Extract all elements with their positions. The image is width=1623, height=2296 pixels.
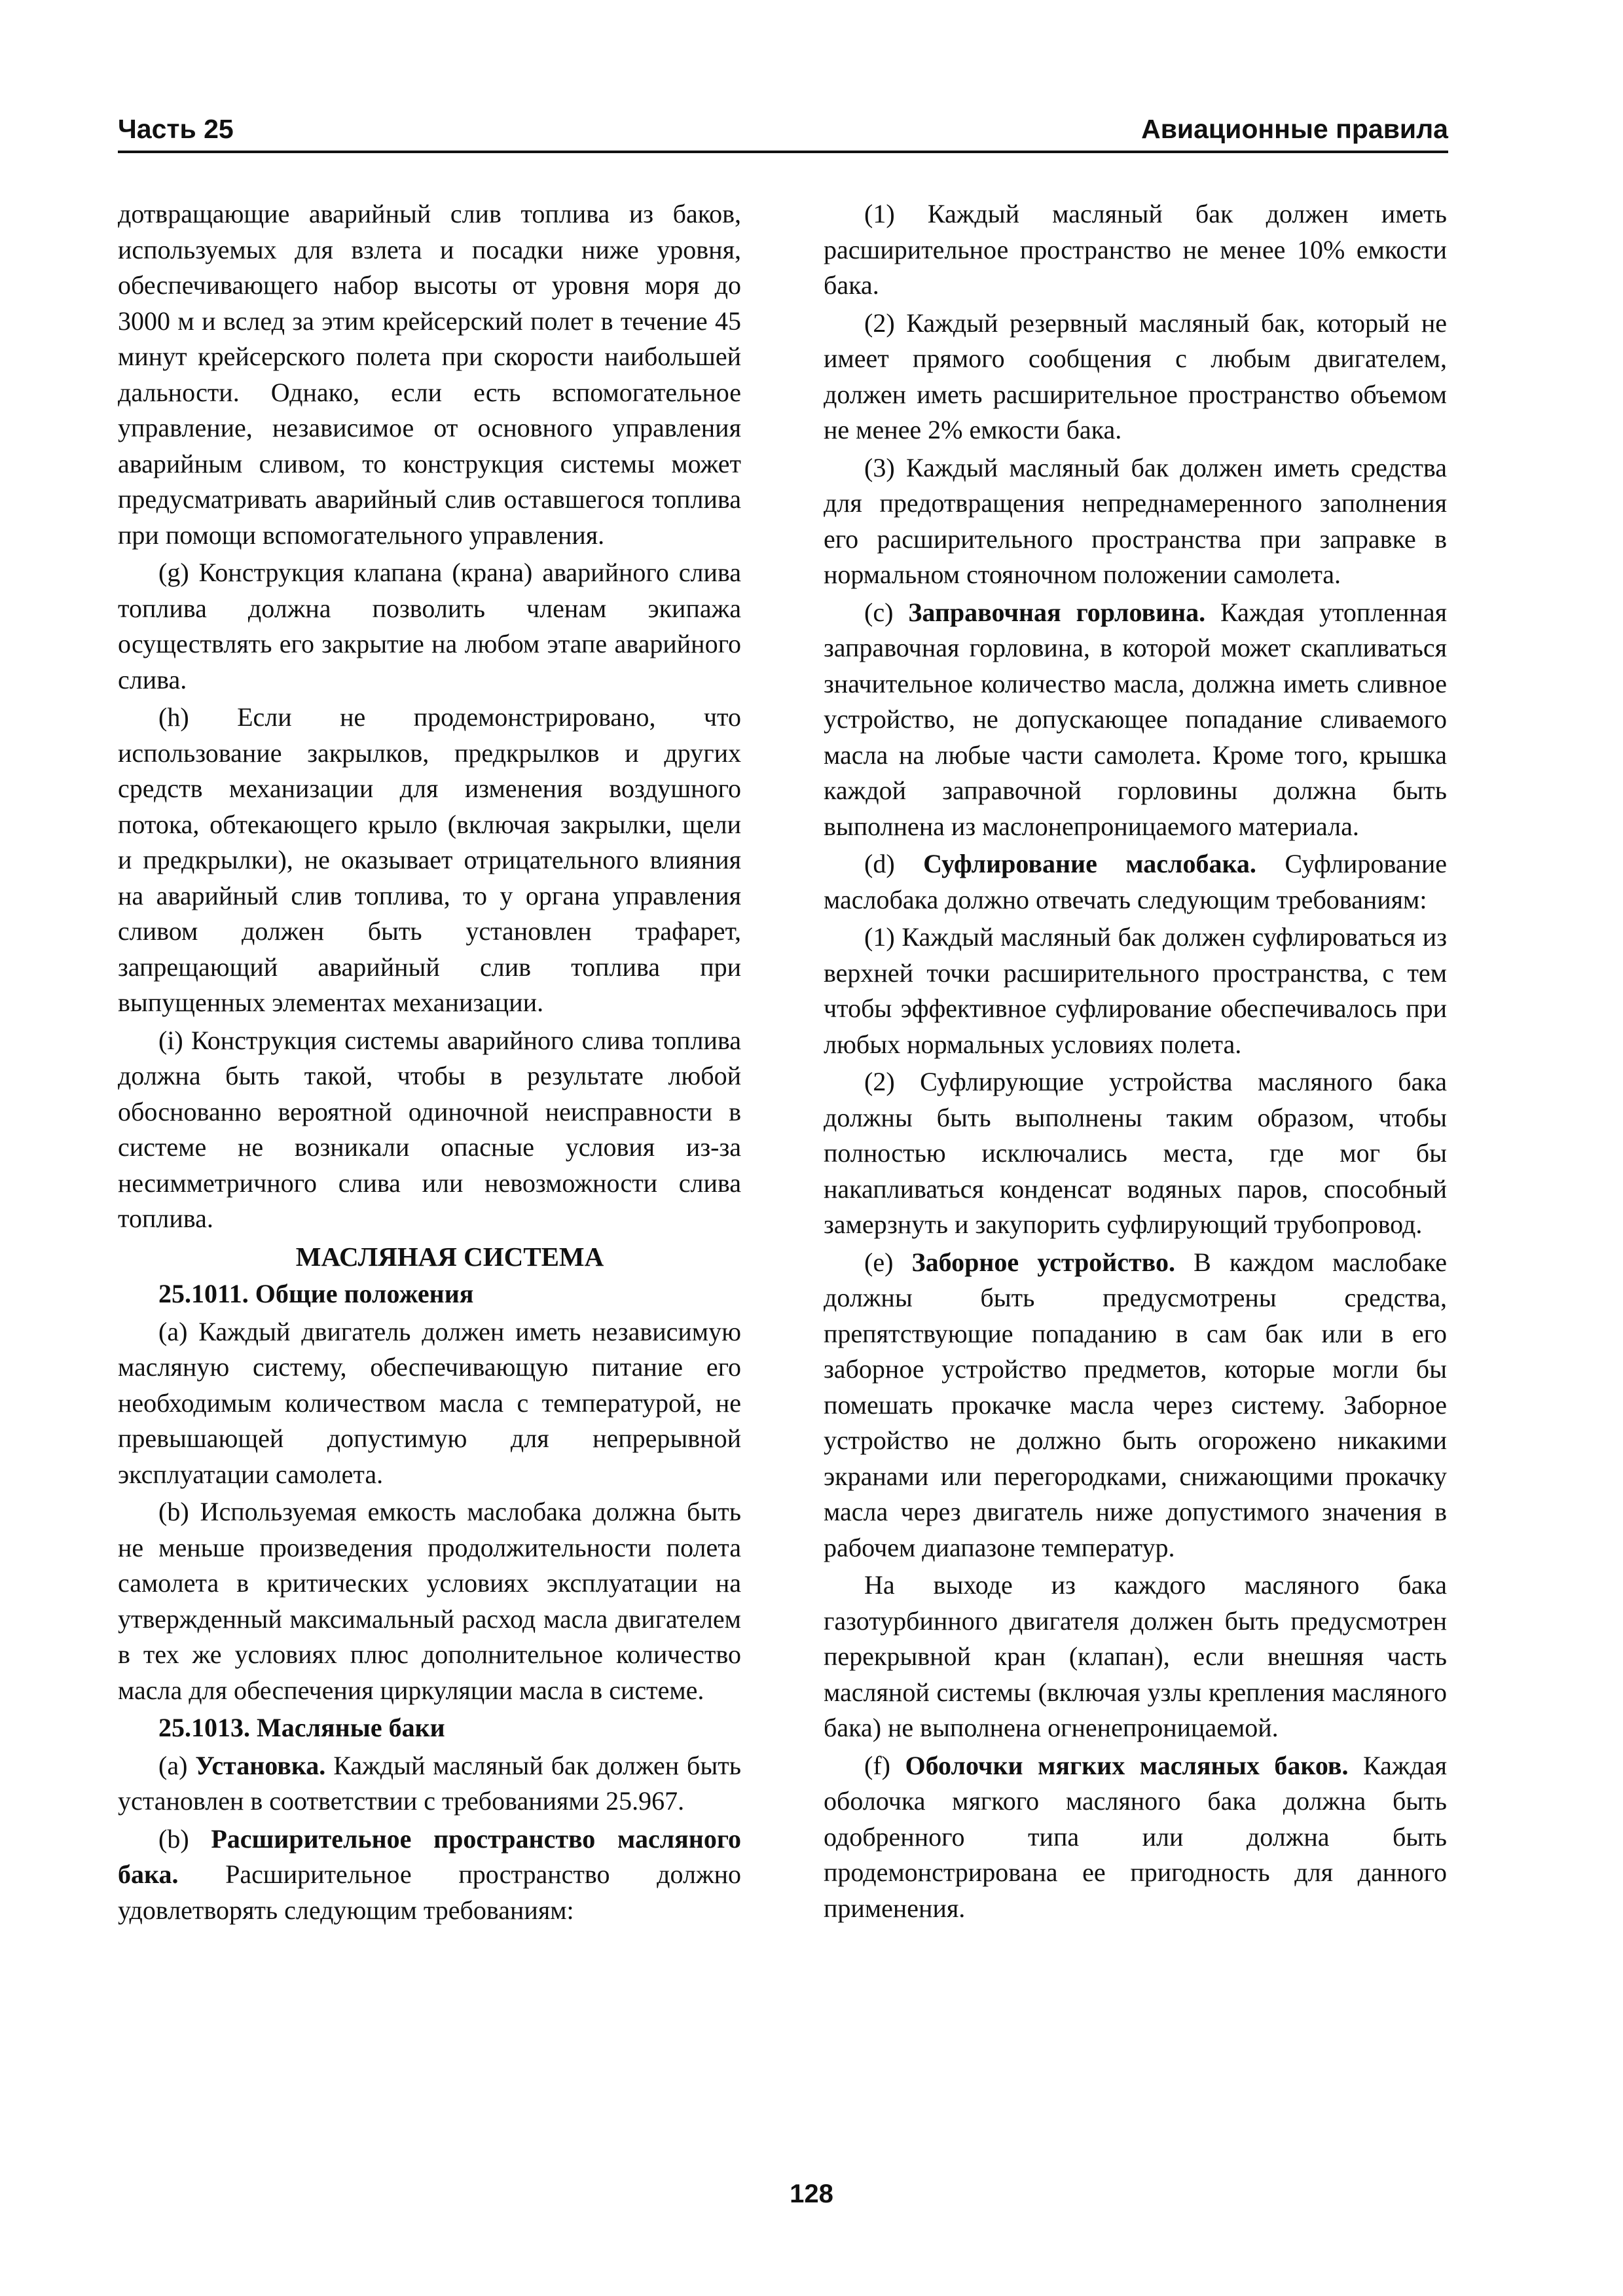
paragraph-d [824,846,1447,918]
paragraph-1011-b: (b) Используемая емкость маслобака должна быть не меньше произведения продолжительности полета самолета в критических условиях эксплуатации на утвержденный максимальный расход масла двигателем в тех же условиях плюс дополнительное количество масла для обеспечения циркуляции масла в системе. [118,1497,741,1705]
item-title: Установка. [195,1750,326,1780]
left-column [118,196,741,1930]
item-title: Оболочки мягких масляных баков. [905,1750,1349,1780]
item-text: Каждая утопленная заправочная горловина, в которой может скапливаться значительное количество масла, должна иметь сливное устройство, не допускающее попадание сливаемого масла на любые части самолета. Кроме того, крышка каждой заправочной горловины должна быть выполнена из маслонепроницаемого материала. [824,597,1447,841]
right-column [824,196,1447,1928]
item-text: Суфлирование маслобака должно отвечать следующим требованиям: [824,849,1448,914]
paragraph-1011-a: (а) Каждый двигатель должен иметь независимую масляную систему, обеспечивающую питание его необходимым количеством масла с температурой, не превышающей допустимую для непрерывной эксплуатации самолета. [118,1316,741,1489]
item-text: В каждом маслобаке должны быть предусмотрены средства, препятствующие попаданию в сам бак или в его заборное устройство предметов, которые могли бы помешать прокачке масла через систему. Заборное устройство не должно быть огорожено никакими экранами или перегородками, снижающими прокачку масла через двигатель ниже допустимого значения в рабочем диапазоне температур. [824,1247,1447,1562]
item-label: (с) [864,597,909,627]
paragraph-d1: (1) Каждый масляный бак должен суфлироваться из верхней точки расширительного пространства, с тем чтобы эффективное суфлирование обеспечивалось при любых нормальных условиях полета. [824,922,1447,1059]
section-title: МАСЛЯНАЯ СИСТЕМА [295,1241,604,1272]
paragraph-f [824,1748,1447,1927]
paragraph-e [824,1245,1447,1566]
page-header [118,113,1448,153]
header-part-label: Часть 25 [118,114,234,144]
paragraph-g: (g) Конструкция клапана (крана) аварийного слива топлива должна позволить членам экипажа осуществлять его закрытие на любом этапе аварийного слива. [118,558,741,694]
paragraph-1013-b [118,1821,741,1929]
paragraph-b1: (1) Каждый масляный бак должен иметь расширительное пространство не менее 10% емкости бака. [824,199,1447,300]
paragraph-c [824,595,1447,845]
item-text: Расширительное пространство должно удовлетворять следующим требованиям: [118,1859,741,1925]
heading-25-1013: 25.1013. Масляные баки [158,1713,445,1742]
paragraph-continuation: дотвращающие аварийный слив топлива из баков, используемых для взлета и посадки ниже уровня, обеспечивающего набор высоты от уровня моря до 3000 м и вслед за этим крейсерский полет в течение 45 минут крейсерского полета при скорости наибольшей дальности. Однако, если есть вспомогательное управление, независимое от основного управления аварийным сливом, то конструкция системы может предусматривать аварийный слив оставшегося топлива при помощи вспомогательного управления. [118,199,741,550]
item-label: (b) [158,1823,211,1854]
paragraph-d2: (2) Суфлирующие устройства масляного бака должны быть выполнены таким образом, чтобы полностью исключались места, где мог бы накапливаться конденсат водяных паров, способный замерзнуть и закупорить суфлирующий трубопровод. [824,1067,1447,1239]
paragraph-i: (i) Конструкция системы аварийного слива топлива должна быть такой, чтобы в результате любой обоснованно вероятной одиночной неисправности в системе не возникали опасные условия из-за несимметричного слива или невозможности слива топлива. [118,1025,741,1233]
page-number: 128 [790,2179,833,2208]
heading-25-1011: 25.1011. Общие положения [158,1279,474,1308]
item-label: (а) [158,1750,196,1780]
paragraph-h: (h) Если не продемонстрировано, что использование закрылков, предкрылков и других средств механизации для изменения воздушного потока, обтекающего крыло (включая закрылки, щели и предкрылки), не оказывает отрицательного влияния на аварийный слив топлива, то у органа управления сливом должен быть установлен трафарет, запрещающий аварийный слив топлива при выпущенных элементах механизации. [118,702,741,1017]
paragraph-e2: На выходе из каждого масляного бака газотурбинного двигателя должен быть предусмотрен перекрывной кран (клапан), если внешняя часть масляной системы (включая узлы крепления масляного бака) не выполнена огненепроницаемой. [824,1570,1447,1742]
item-title: Суфлирование маслобака. [923,849,1256,878]
item-label: (е) [864,1247,912,1277]
item-title: Расширительное пространство масляного бака. [118,1823,742,1889]
item-title: Заправочная горловина. [908,597,1206,627]
item-label: (d) [864,849,924,878]
header-document-title: Авиационные правила [1141,114,1448,144]
item-text: Каждый масляный бак должен быть установлен в соответствии с требованиями 25.967. [118,1750,741,1816]
paragraph-b3: (3) Каждый масляный бак должен иметь средства для предотвращения непреднамеренного заполнения его расширительного пространства при заправке в нормальном стояночном положении самолета. [824,452,1447,589]
paragraph-1013-a [118,1748,741,1820]
paragraph-b2: (2) Каждый резервный масляный бак, который не имеет прямого сообщения с любым двигателем, должен иметь расширительное пространство объемом не менее 2% емкости бака. [824,308,1447,444]
item-text: Каждая оболочка мягкого масляного бака должна быть одобренного типа или должна быть продемонстрирована ее пригодность для данного применения. [824,1750,1447,1923]
item-label: (f) [864,1750,905,1780]
item-title: Заборное устройство. [911,1247,1175,1277]
